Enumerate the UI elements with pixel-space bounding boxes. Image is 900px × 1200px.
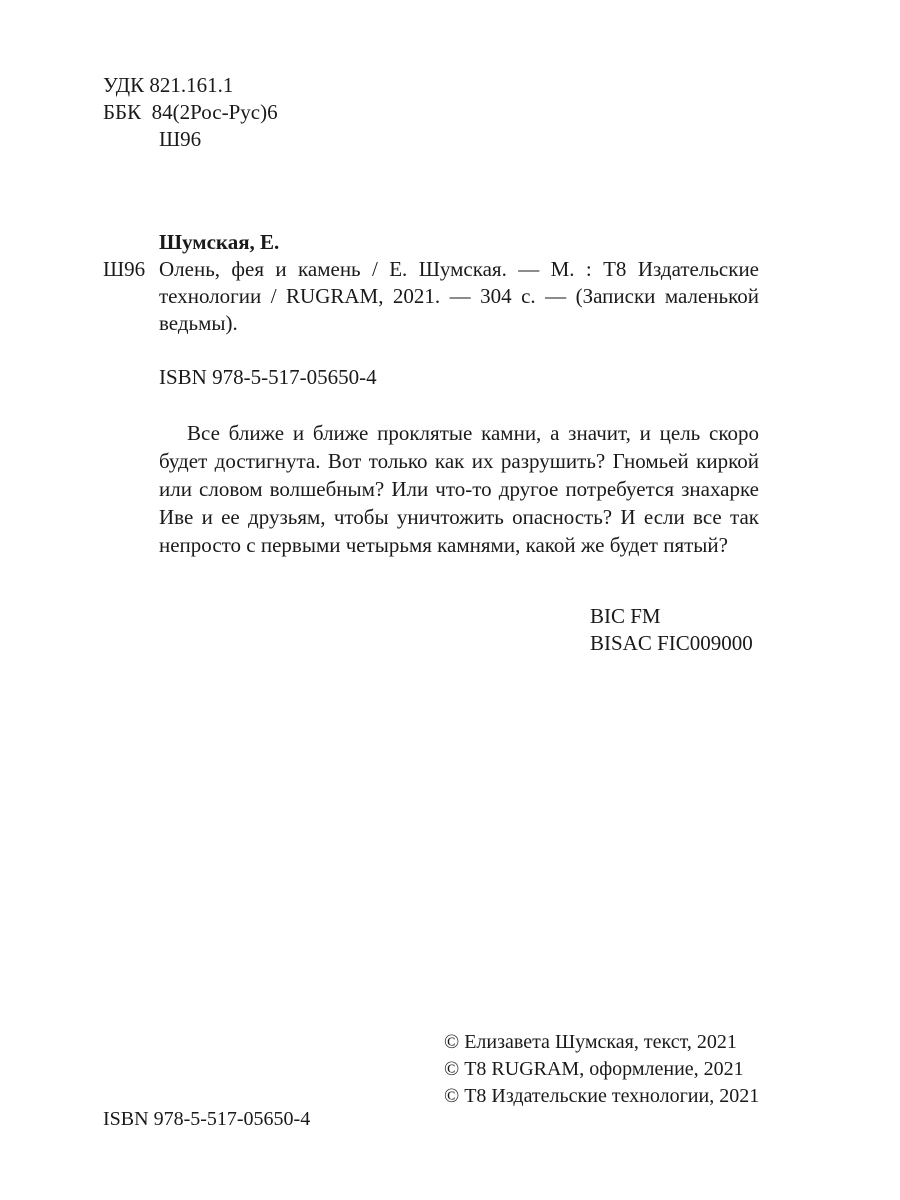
bisac-code: BISAC FIC009000	[590, 631, 753, 655]
bibliographic-entry	[103, 229, 759, 337]
copyright-notices	[444, 1029, 759, 1110]
isbn-bottom: ISBN 978-5-517-05650-4	[103, 1108, 311, 1130]
copyright-publisher: © Т8 Издательские технологии, 2021	[444, 1085, 760, 1107]
entry-author-mark: Ш96	[103, 257, 146, 281]
bic-code: BIC FM	[590, 604, 661, 628]
udk-code: УДК 821.161.1	[103, 73, 234, 97]
author-mark: Ш96	[159, 127, 202, 151]
isbn-main: ISBN 978-5-517-05650-4	[159, 365, 377, 389]
subject-codes	[590, 603, 753, 657]
classification-block	[103, 72, 278, 153]
entry-author: Шумская, Е.	[159, 230, 280, 254]
copyright-text: © Елизавета Шумская, текст, 2021	[444, 1031, 737, 1053]
book-annotation: Все ближе и ближе проклятые камни, а значит, и цель скоро будет достигнута. Вот только как их разрушить? Гномьей киркой или словом волшебным? Или что-то другое потребуется знахарке Иве и ее друзьям, чтобы уничтожить опасность? И если все так непросто с первыми четырьмя камнями, какой же будет пятый?	[159, 421, 759, 557]
bbk-code: ББК 84(2Рос-Рус)6	[103, 100, 278, 124]
entry-description: Олень, фея и камень / Е. Шумская. — М. : Т8 Издательские технологии / RUGRAM, 2021. — 304 с. — (Записки маленькой ведьмы).	[159, 257, 759, 335]
copyright-design: © Т8 RUGRAM, оформление, 2021	[444, 1058, 744, 1080]
entry-body	[103, 256, 759, 337]
